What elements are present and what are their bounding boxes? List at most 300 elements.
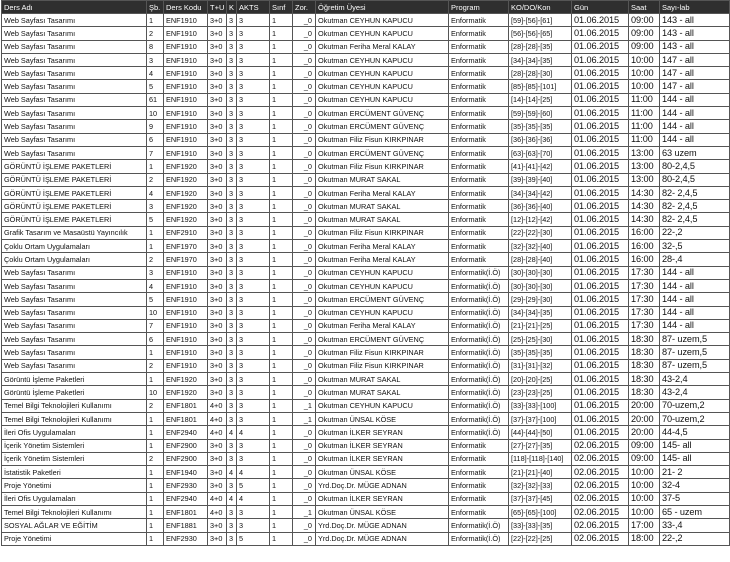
cell-akts: 3 — [237, 293, 270, 306]
cell-class: 1 — [270, 200, 293, 213]
cell-required: _0 — [293, 532, 316, 545]
cell-time: 10:00 — [629, 466, 660, 479]
table-row — [2, 14, 730, 27]
cell-ko-do-kon: [32]-[32]-[40] — [509, 240, 572, 253]
cell-day: 01.06.2015 — [572, 279, 629, 292]
cell-program: Enformatik — [449, 466, 509, 479]
header-instructor: Öğretim Üyesi — [316, 1, 449, 14]
cell-program: Enformatik — [449, 80, 509, 93]
cell-akts: 5 — [237, 532, 270, 545]
cell-day: 02.06.2015 — [572, 479, 629, 492]
cell-required: _0 — [293, 373, 316, 386]
table-row — [2, 466, 730, 479]
cell-ko-do-kon: [118]-[118]-[140] — [509, 452, 572, 465]
cell-akts: 3 — [237, 359, 270, 372]
cell-time: 10:00 — [629, 80, 660, 93]
cell-instructor: Yrd.Doç.Dr. MÜGE ADNAN — [316, 519, 449, 532]
cell-program: Enformatik — [449, 240, 509, 253]
cell-course-code: ENF2910 — [164, 226, 208, 239]
cell-ko-do-kon: [29]-[29]-[30] — [509, 293, 572, 306]
header-k: K — [227, 1, 237, 14]
cell-class: 1 — [270, 426, 293, 439]
cell-course-name: Web Sayfası Tasarımı — [2, 293, 147, 306]
cell-class: 1 — [270, 253, 293, 266]
cell-program: Enformatik — [449, 93, 509, 106]
cell-tu: 3+0 — [208, 80, 227, 93]
cell-program: Enformatik — [449, 120, 509, 133]
cell-course-name: GÖRÜNTÜ İŞLEME PAKETLERİ — [2, 200, 147, 213]
cell-time: 17:30 — [629, 279, 660, 292]
cell-course-name: SOSYAL AĞLAR VE EĞİTİM — [2, 519, 147, 532]
header-course-name: Ders Adı — [2, 1, 147, 14]
cell-required: _0 — [293, 306, 316, 319]
cell-ko-do-kon: [32]-[32]-[33] — [509, 479, 572, 492]
cell-program: Enformatik(İ.Ö) — [449, 266, 509, 279]
cell-day: 01.06.2015 — [572, 213, 629, 226]
cell-time: 09:00 — [629, 14, 660, 27]
cell-count-lab: 147 - all — [660, 80, 730, 93]
cell-ko-do-kon: [65]-[65]-[100] — [509, 505, 572, 518]
cell-count-lab: 70-uzem,2 — [660, 412, 730, 425]
table-row — [2, 319, 730, 332]
cell-count-lab: 82- 2,4,5 — [660, 200, 730, 213]
cell-program: Enformatik — [449, 479, 509, 492]
cell-time: 20:00 — [629, 412, 660, 425]
cell-instructor: Okutman Filiz Fisun KIRKPINAR — [316, 133, 449, 146]
cell-time: 16:00 — [629, 240, 660, 253]
cell-akts: 3 — [237, 67, 270, 80]
cell-required: _0 — [293, 319, 316, 332]
cell-required: _0 — [293, 293, 316, 306]
cell-count-lab: 22-,2 — [660, 226, 730, 239]
cell-akts: 3 — [237, 240, 270, 253]
cell-class: 1 — [270, 226, 293, 239]
cell-day: 01.06.2015 — [572, 93, 629, 106]
cell-akts: 3 — [237, 519, 270, 532]
cell-instructor: Yrd.Doç.Dr. MÜGE ADNAN — [316, 532, 449, 545]
cell-instructor: Okutman Filiz Fisun KIRKPINAR — [316, 160, 449, 173]
cell-count-lab: 143 - all — [660, 27, 730, 40]
table-row — [2, 107, 730, 120]
cell-time: 16:00 — [629, 226, 660, 239]
table-row — [2, 399, 730, 412]
cell-time: 17:30 — [629, 266, 660, 279]
cell-akts: 3 — [237, 160, 270, 173]
cell-count-lab: 144 - all — [660, 306, 730, 319]
cell-k: 3 — [227, 173, 237, 186]
cell-program: Enformatik — [449, 53, 509, 66]
cell-instructor: Okutman ERCÜMENT GÜVENÇ — [316, 333, 449, 346]
cell-time: 10:00 — [629, 53, 660, 66]
cell-count-lab: 37-5 — [660, 492, 730, 505]
cell-k: 3 — [227, 14, 237, 27]
cell-time: 17:00 — [629, 519, 660, 532]
cell-class: 1 — [270, 107, 293, 120]
table-row — [2, 333, 730, 346]
cell-required: _0 — [293, 266, 316, 279]
cell-course-name: İstatistik Paketleri — [2, 466, 147, 479]
cell-tu: 4+0 — [208, 399, 227, 412]
header-day: Gün — [572, 1, 629, 14]
cell-akts: 3 — [237, 40, 270, 53]
header-akts: AKTS — [237, 1, 270, 14]
cell-course-code: ENF1801 — [164, 412, 208, 425]
cell-course-name: Temel Bilgi Teknolojileri Kullanımı — [2, 399, 147, 412]
cell-ko-do-kon: [33]-[33]-[100] — [509, 399, 572, 412]
cell-required: _0 — [293, 346, 316, 359]
cell-time: 11:00 — [629, 107, 660, 120]
cell-akts: 3 — [237, 173, 270, 186]
cell-time: 18:30 — [629, 373, 660, 386]
cell-akts: 3 — [237, 146, 270, 159]
table-row — [2, 532, 730, 545]
cell-course-name: Web Sayfası Tasarımı — [2, 14, 147, 27]
cell-required: _0 — [293, 426, 316, 439]
cell-tu: 3+0 — [208, 253, 227, 266]
cell-tu: 3+0 — [208, 213, 227, 226]
table-row — [2, 53, 730, 66]
table-header-row — [2, 1, 730, 14]
cell-ko-do-kon: [44]-[44]-[50] — [509, 426, 572, 439]
cell-required: _0 — [293, 359, 316, 372]
cell-course-code: ENF1801 — [164, 399, 208, 412]
cell-program: Enformatik — [449, 439, 509, 452]
table-row — [2, 200, 730, 213]
cell-course-name: İçerik Yönetim Sistemleri — [2, 452, 147, 465]
table-row — [2, 93, 730, 106]
cell-course-code: ENF1910 — [164, 359, 208, 372]
cell-tu: 4+0 — [208, 412, 227, 425]
cell-section: 1 — [147, 505, 164, 518]
cell-program: Enformatik — [449, 505, 509, 518]
cell-instructor: Okutman MURAT SAKAL — [316, 213, 449, 226]
cell-tu: 3+0 — [208, 14, 227, 27]
cell-count-lab: 80-2,4,5 — [660, 173, 730, 186]
cell-k: 3 — [227, 293, 237, 306]
cell-ko-do-kon: [30]-[30]-[30] — [509, 266, 572, 279]
cell-instructor: Okutman İLKER SEYRAN — [316, 439, 449, 452]
cell-akts: 3 — [237, 279, 270, 292]
table-row — [2, 452, 730, 465]
cell-count-lab: 70-uzem,2 — [660, 399, 730, 412]
cell-count-lab: 21- 2 — [660, 466, 730, 479]
cell-instructor: Okutman CEYHUN KAPUCU — [316, 93, 449, 106]
cell-day: 02.06.2015 — [572, 492, 629, 505]
cell-program: Enformatik — [449, 67, 509, 80]
cell-required: _0 — [293, 107, 316, 120]
cell-section: 5 — [147, 213, 164, 226]
cell-required: _0 — [293, 27, 316, 40]
cell-ko-do-kon: [22]-[22]-[25] — [509, 532, 572, 545]
table-row — [2, 386, 730, 399]
cell-course-name: GÖRÜNTÜ İŞLEME PAKETLERİ — [2, 186, 147, 199]
cell-tu: 3+0 — [208, 373, 227, 386]
cell-k: 3 — [227, 519, 237, 532]
cell-class: 1 — [270, 146, 293, 159]
cell-k: 3 — [227, 279, 237, 292]
cell-class: 1 — [270, 333, 293, 346]
cell-akts: 3 — [237, 120, 270, 133]
cell-required: _0 — [293, 519, 316, 532]
cell-course-code: ENF2930 — [164, 532, 208, 545]
cell-required: _0 — [293, 160, 316, 173]
cell-time: 14:30 — [629, 200, 660, 213]
cell-class: 1 — [270, 133, 293, 146]
exam-schedule-table — [1, 0, 730, 546]
cell-ko-do-kon: [36]-[36]-[40] — [509, 200, 572, 213]
cell-program: Enformatik — [449, 146, 509, 159]
cell-k: 3 — [227, 333, 237, 346]
cell-course-code: ENF1801 — [164, 505, 208, 518]
cell-day: 01.06.2015 — [572, 173, 629, 186]
cell-instructor: Okutman İLKER SEYRAN — [316, 426, 449, 439]
table-row — [2, 279, 730, 292]
cell-time: 17:30 — [629, 319, 660, 332]
cell-class: 1 — [270, 505, 293, 518]
cell-course-code: ENF1920 — [164, 186, 208, 199]
table-row — [2, 213, 730, 226]
cell-ko-do-kon: [31]-[31]-[32] — [509, 359, 572, 372]
cell-required: _0 — [293, 386, 316, 399]
cell-tu: 3+0 — [208, 186, 227, 199]
table-row — [2, 186, 730, 199]
cell-instructor: Okutman CEYHUN KAPUCU — [316, 67, 449, 80]
cell-day: 01.06.2015 — [572, 186, 629, 199]
cell-course-name: Web Sayfası Tasarımı — [2, 279, 147, 292]
cell-time: 10:00 — [629, 492, 660, 505]
cell-count-lab: 82- 2,4,5 — [660, 213, 730, 226]
cell-day: 02.06.2015 — [572, 439, 629, 452]
cell-section: 1 — [147, 373, 164, 386]
cell-day: 01.06.2015 — [572, 253, 629, 266]
cell-k: 3 — [227, 346, 237, 359]
table-row — [2, 479, 730, 492]
table-row — [2, 160, 730, 173]
cell-k: 4 — [227, 426, 237, 439]
cell-course-code: ENF1910 — [164, 146, 208, 159]
cell-section: 10 — [147, 386, 164, 399]
cell-section: 1 — [147, 412, 164, 425]
cell-count-lab: 144 - all — [660, 133, 730, 146]
cell-course-name: Web Sayfası Tasarımı — [2, 146, 147, 159]
cell-day: 01.06.2015 — [572, 14, 629, 27]
cell-section: 1 — [147, 439, 164, 452]
cell-program: Enformatik — [449, 200, 509, 213]
cell-count-lab: 144 - all — [660, 107, 730, 120]
cell-tu: 3+0 — [208, 173, 227, 186]
cell-day: 01.06.2015 — [572, 40, 629, 53]
cell-required: _0 — [293, 213, 316, 226]
cell-akts: 3 — [237, 319, 270, 332]
cell-akts: 4 — [237, 492, 270, 505]
cell-k: 3 — [227, 200, 237, 213]
cell-program: Enformatik — [449, 40, 509, 53]
cell-required: _0 — [293, 253, 316, 266]
cell-tu: 3+0 — [208, 466, 227, 479]
cell-course-code: ENF1910 — [164, 333, 208, 346]
cell-count-lab: 144 - all — [660, 293, 730, 306]
cell-program: Enformatik(İ.Ö) — [449, 519, 509, 532]
cell-akts: 3 — [237, 452, 270, 465]
cell-course-name: Web Sayfası Tasarımı — [2, 266, 147, 279]
cell-required: _0 — [293, 120, 316, 133]
cell-day: 01.06.2015 — [572, 146, 629, 159]
cell-program: Enformatik(İ.Ö) — [449, 412, 509, 425]
cell-course-name: Web Sayfası Tasarımı — [2, 359, 147, 372]
cell-section: 2 — [147, 359, 164, 372]
cell-time: 10:00 — [629, 67, 660, 80]
cell-tu: 3+0 — [208, 386, 227, 399]
cell-akts: 3 — [237, 53, 270, 66]
cell-akts: 3 — [237, 93, 270, 106]
cell-ko-do-kon: [34]-[34]-[35] — [509, 53, 572, 66]
cell-count-lab: 82- 2,4,5 — [660, 186, 730, 199]
cell-akts: 3 — [237, 505, 270, 518]
cell-ko-do-kon: [21]-[21]-[40] — [509, 466, 572, 479]
cell-ko-do-kon: [25]-[25]-[30] — [509, 333, 572, 346]
cell-count-lab: 145- all — [660, 439, 730, 452]
cell-class: 1 — [270, 452, 293, 465]
header-section: Şb. — [147, 1, 164, 14]
table-row — [2, 266, 730, 279]
header-ko-do-kon: KO/DO/Kon — [509, 1, 572, 14]
cell-k: 3 — [227, 306, 237, 319]
cell-class: 1 — [270, 14, 293, 27]
cell-section: 1 — [147, 519, 164, 532]
cell-course-code: ENF1910 — [164, 319, 208, 332]
cell-required: _0 — [293, 466, 316, 479]
cell-day: 01.06.2015 — [572, 107, 629, 120]
cell-instructor: Okutman Feriha Meral KALAY — [316, 253, 449, 266]
cell-course-name: Çoklu Ortam Uygulamaları — [2, 253, 147, 266]
cell-tu: 4+0 — [208, 426, 227, 439]
cell-k: 3 — [227, 386, 237, 399]
cell-section: 10 — [147, 306, 164, 319]
cell-section: 2 — [147, 452, 164, 465]
cell-course-name: Web Sayfası Tasarımı — [2, 319, 147, 332]
cell-instructor: Okutman Feriha Meral KALAY — [316, 319, 449, 332]
cell-program: Enformatik(İ.Ö) — [449, 359, 509, 372]
cell-tu: 3+0 — [208, 226, 227, 239]
cell-required: _0 — [293, 14, 316, 27]
cell-course-code: ENF1910 — [164, 306, 208, 319]
cell-k: 3 — [227, 359, 237, 372]
cell-tu: 3+0 — [208, 27, 227, 40]
cell-k: 4 — [227, 466, 237, 479]
cell-ko-do-kon: [27]-[27]-[35] — [509, 439, 572, 452]
cell-ko-do-kon: [28]-[28]-[30] — [509, 67, 572, 80]
cell-instructor: Okutman ÜNSAL KÖSE — [316, 466, 449, 479]
cell-required: _1 — [293, 412, 316, 425]
cell-time: 09:00 — [629, 40, 660, 53]
cell-time: 14:30 — [629, 186, 660, 199]
cell-course-name: Grafik Tasarım ve Masaüstü Yayıncılık — [2, 226, 147, 239]
cell-class: 1 — [270, 532, 293, 545]
table-row — [2, 439, 730, 452]
cell-k: 3 — [227, 213, 237, 226]
cell-day: 01.06.2015 — [572, 333, 629, 346]
header-count-lab: Sayı-lab — [660, 1, 730, 14]
cell-instructor: Okutman CEYHUN KAPUCU — [316, 266, 449, 279]
cell-akts: 3 — [237, 386, 270, 399]
cell-course-code: ENF1910 — [164, 27, 208, 40]
cell-class: 1 — [270, 120, 293, 133]
cell-class: 1 — [270, 306, 293, 319]
cell-time: 13:00 — [629, 160, 660, 173]
cell-course-name: Web Sayfası Tasarımı — [2, 80, 147, 93]
cell-instructor: Okutman MURAT SAKAL — [316, 200, 449, 213]
cell-time: 09:00 — [629, 452, 660, 465]
cell-count-lab: 65 - uzem — [660, 505, 730, 518]
cell-day: 01.06.2015 — [572, 67, 629, 80]
cell-ko-do-kon: [22]-[22]-[30] — [509, 226, 572, 239]
cell-section: 2 — [147, 173, 164, 186]
cell-day: 01.06.2015 — [572, 293, 629, 306]
cell-course-code: ENF2930 — [164, 479, 208, 492]
cell-section: 3 — [147, 200, 164, 213]
cell-instructor: Okutman ERCÜMENT GÜVENÇ — [316, 120, 449, 133]
cell-section: 10 — [147, 107, 164, 120]
cell-k: 3 — [227, 80, 237, 93]
cell-tu: 4+0 — [208, 505, 227, 518]
cell-course-name: İleri Ofis Uygulamaları — [2, 426, 147, 439]
cell-section: 7 — [147, 319, 164, 332]
cell-course-code: ENF1940 — [164, 466, 208, 479]
cell-course-name: Görüntü İşleme Paketleri — [2, 373, 147, 386]
cell-ko-do-kon: [39]-[39]-[40] — [509, 173, 572, 186]
cell-akts: 3 — [237, 107, 270, 120]
cell-tu: 3+0 — [208, 133, 227, 146]
cell-k: 3 — [227, 505, 237, 518]
cell-ko-do-kon: [35]-[35]-[35] — [509, 120, 572, 133]
cell-count-lab: 144 - all — [660, 266, 730, 279]
cell-class: 1 — [270, 399, 293, 412]
cell-program: Enformatik — [449, 452, 509, 465]
cell-count-lab: 80-2,4,5 — [660, 160, 730, 173]
cell-instructor: Okutman MURAT SAKAL — [316, 386, 449, 399]
cell-k: 4 — [227, 492, 237, 505]
cell-time: 11:00 — [629, 93, 660, 106]
cell-required: _1 — [293, 399, 316, 412]
cell-instructor: Okutman CEYHUN KAPUCU — [316, 399, 449, 412]
cell-class: 1 — [270, 359, 293, 372]
cell-class: 1 — [270, 160, 293, 173]
cell-course-code: ENF1910 — [164, 346, 208, 359]
cell-time: 18:30 — [629, 346, 660, 359]
cell-tu: 3+0 — [208, 439, 227, 452]
cell-ko-do-kon: [12]-[12]-[42] — [509, 213, 572, 226]
cell-class: 1 — [270, 386, 293, 399]
table-row — [2, 133, 730, 146]
cell-class: 1 — [270, 293, 293, 306]
cell-program: Enformatik(İ.Ö) — [449, 306, 509, 319]
cell-required: _0 — [293, 226, 316, 239]
cell-ko-do-kon: [41]-[41]-[42] — [509, 160, 572, 173]
cell-akts: 3 — [237, 439, 270, 452]
cell-required: _0 — [293, 479, 316, 492]
cell-instructor: Okutman CEYHUN KAPUCU — [316, 306, 449, 319]
cell-program: Enformatik — [449, 133, 509, 146]
cell-k: 3 — [227, 319, 237, 332]
cell-tu: 3+0 — [208, 40, 227, 53]
cell-tu: 3+0 — [208, 346, 227, 359]
header-program: Program — [449, 1, 509, 14]
cell-count-lab: 63 uzem — [660, 146, 730, 159]
cell-day: 02.06.2015 — [572, 466, 629, 479]
cell-course-name: GÖRÜNTÜ İŞLEME PAKETLERİ — [2, 213, 147, 226]
cell-course-code: ENF2940 — [164, 492, 208, 505]
cell-class: 1 — [270, 466, 293, 479]
